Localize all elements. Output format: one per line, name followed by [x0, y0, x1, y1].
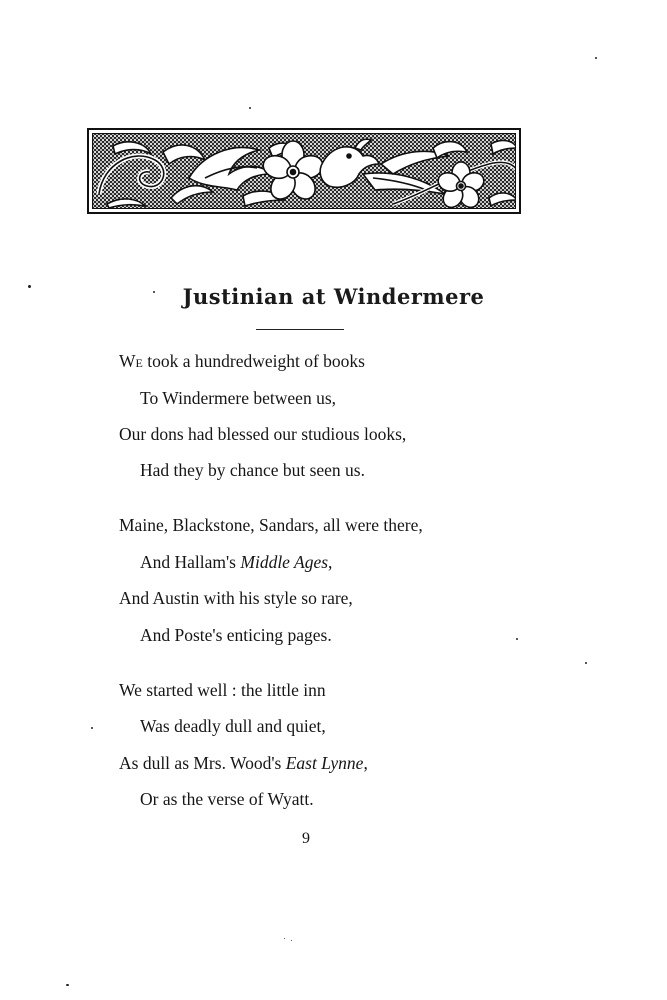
scan-speck — [66, 984, 69, 986]
headpiece-ornament — [87, 128, 521, 214]
poem-line — [119, 351, 365, 371]
floral-vine-icon — [93, 134, 516, 209]
poem-line — [119, 753, 368, 773]
scan-speck — [249, 107, 251, 109]
poem-line: Our dons had blessed our studious looks, — [119, 424, 407, 444]
page-number: 9 — [302, 830, 310, 847]
scan-speck — [153, 291, 155, 293]
scan-speck — [516, 638, 518, 640]
line-text: And Hallam's — [140, 552, 241, 572]
poem-line: And Poste's enticing pages. — [140, 625, 332, 645]
scan-speck — [585, 662, 587, 664]
line-text: , — [328, 552, 333, 572]
italic-book-title: East Lynne — [285, 753, 364, 773]
line-text: , — [363, 753, 368, 773]
scan-speck — [28, 285, 31, 288]
poem-line: Had they by chance but seen us. — [140, 460, 365, 480]
poem-line: Maine, Blackstone, Sandars, all were there, — [119, 515, 423, 535]
poem-line: We started well : the little inn — [119, 680, 326, 700]
poem-title: Justinian at Windermere — [182, 284, 485, 309]
scan-speck — [91, 727, 93, 729]
poem-line: Was deadly dull and quiet, — [140, 716, 326, 736]
floral-ornament-icon — [92, 133, 516, 209]
poem-line: Or as the verse of Wyatt. — [140, 789, 314, 809]
scan-speck — [291, 940, 292, 941]
scan-speck — [284, 938, 285, 939]
poem-line — [140, 552, 332, 572]
line-text: As dull as Mrs. Wood's — [119, 753, 286, 773]
italic-book-title: Middle Ages — [240, 552, 329, 572]
title-rule-divider — [256, 329, 344, 330]
scan-speck — [595, 57, 597, 59]
lead-small-caps: We — [119, 351, 143, 371]
line-text: took a hundredweight of books — [142, 351, 365, 371]
poem-line: To Windermere between us, — [140, 388, 337, 408]
poem-line: And Austin with his style so rare, — [119, 588, 353, 608]
